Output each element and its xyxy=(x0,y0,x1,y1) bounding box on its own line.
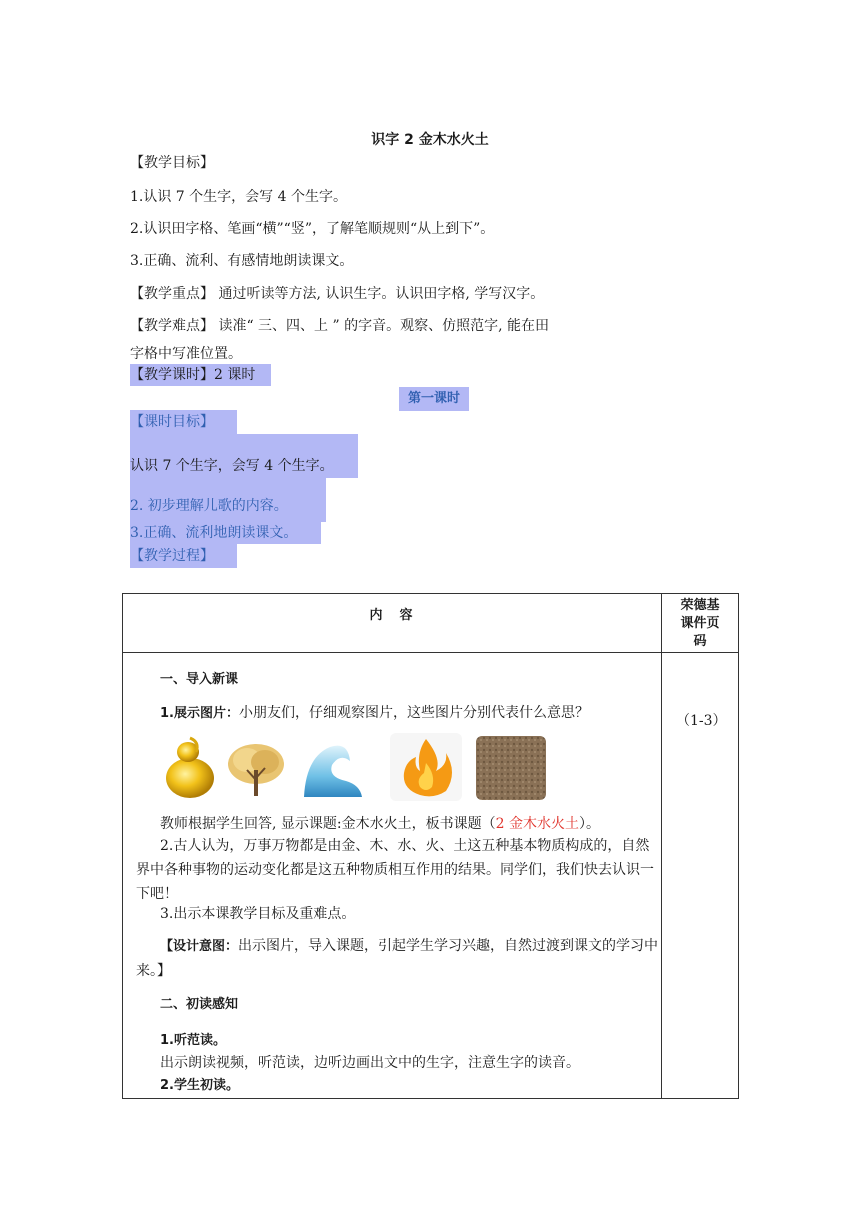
col-page-header-line-2: 课件页 xyxy=(680,616,720,631)
item-1 xyxy=(160,702,589,722)
col-content-header: 内 容 xyxy=(369,608,415,623)
design-intent xyxy=(136,934,658,983)
focus-label: 【教学重点】 xyxy=(130,286,214,302)
water-image xyxy=(300,737,366,801)
difficulty-text: 读准“ 三、四、上 ” 的字音。观察、仿照范字, 能在田 xyxy=(214,318,550,334)
teacher-end: ）。 xyxy=(578,816,600,832)
soil-image xyxy=(476,736,546,800)
listen-label: 1.听范读。 xyxy=(160,1033,226,1048)
lesson-goal-3: 3.正确、流利地朗读课文。 xyxy=(130,522,321,544)
gold-image xyxy=(160,736,218,800)
design-label: 【设计意图： xyxy=(160,939,239,954)
lesson-goal-1: 认识 7 个生字，会写 4 个生字。 xyxy=(130,434,358,478)
focus-line xyxy=(130,283,544,303)
goals-header: 【教学目标】 xyxy=(130,155,214,171)
col-page-header-line-1: 荣德基 xyxy=(680,598,720,613)
page-title: 识字 2 金木水火土 xyxy=(371,132,489,148)
teacher-text: 教师根据学生回答, 显示课题:金木水火土，板书课题（ xyxy=(160,816,496,832)
section-2-heading: 二、初读感知 xyxy=(160,997,239,1012)
teacher-line xyxy=(160,813,600,833)
goal-2: 2.认识田字格、笔画“横”“竖”，了解笔顺规则“从上到下”。 xyxy=(130,221,495,237)
difficulty-label: 【教学难点】 xyxy=(130,318,214,334)
goal-1: 1.认识 7 个生字，会写 4 个生字。 xyxy=(130,189,347,205)
lesson-goal-2: 2. 初步理解儿歌的内容。 xyxy=(130,478,326,522)
listen-text: 出示朗读视频，听范读，边听边画出文中的生字，注意生字的读音。 xyxy=(160,1055,580,1071)
fire-image xyxy=(390,733,462,801)
item-1-label: 1.展示图片： xyxy=(160,706,239,721)
difficulty-text-2: 字格中写准位置。 xyxy=(130,346,242,362)
page-ref: （1-3） xyxy=(676,713,727,729)
lesson-1-heading: 第一课时 xyxy=(399,387,469,411)
header-page-cell xyxy=(662,594,739,653)
design-text: 出示图片，导入课题，引起学生学习兴趣，自然过渡到课文的学习中来。】 xyxy=(136,938,659,979)
difficulty-line xyxy=(130,315,549,335)
goal-3: 3.正确、流利、有感情地朗读课文。 xyxy=(130,253,354,269)
tree-image xyxy=(225,740,287,800)
student-label: 2.学生初读。 xyxy=(160,1078,239,1093)
item-2: 2.古人认为，万事万物都是由金、木、水、火、土这五种基本物质构成的，自然界中各种事物的运动变化都是这五种物质相互作用的结果。同学们，我们快去认识一下吧！ xyxy=(136,838,654,902)
lesson-goals-header: 【课时目标】 xyxy=(130,410,237,434)
process-header: 【教学过程】 xyxy=(130,544,237,568)
item-3: 3.出示本课教学目标及重难点。 xyxy=(160,906,356,922)
section-1-heading: 一、导入新课 xyxy=(160,672,239,687)
focus-text: 通过听读等方法, 认识生字。认识田字格, 学写汉字。 xyxy=(214,286,545,302)
teacher-red-title: 2 金木水火土 xyxy=(495,816,579,832)
header-content-cell xyxy=(123,594,662,653)
hours: 【教学课时】2 课时 xyxy=(130,364,271,386)
col-page-header-line-3: 码 xyxy=(693,634,707,649)
item-1-text: 小朋友们，仔细观察图片，这些图片分别代表什么意思？ xyxy=(238,705,589,721)
